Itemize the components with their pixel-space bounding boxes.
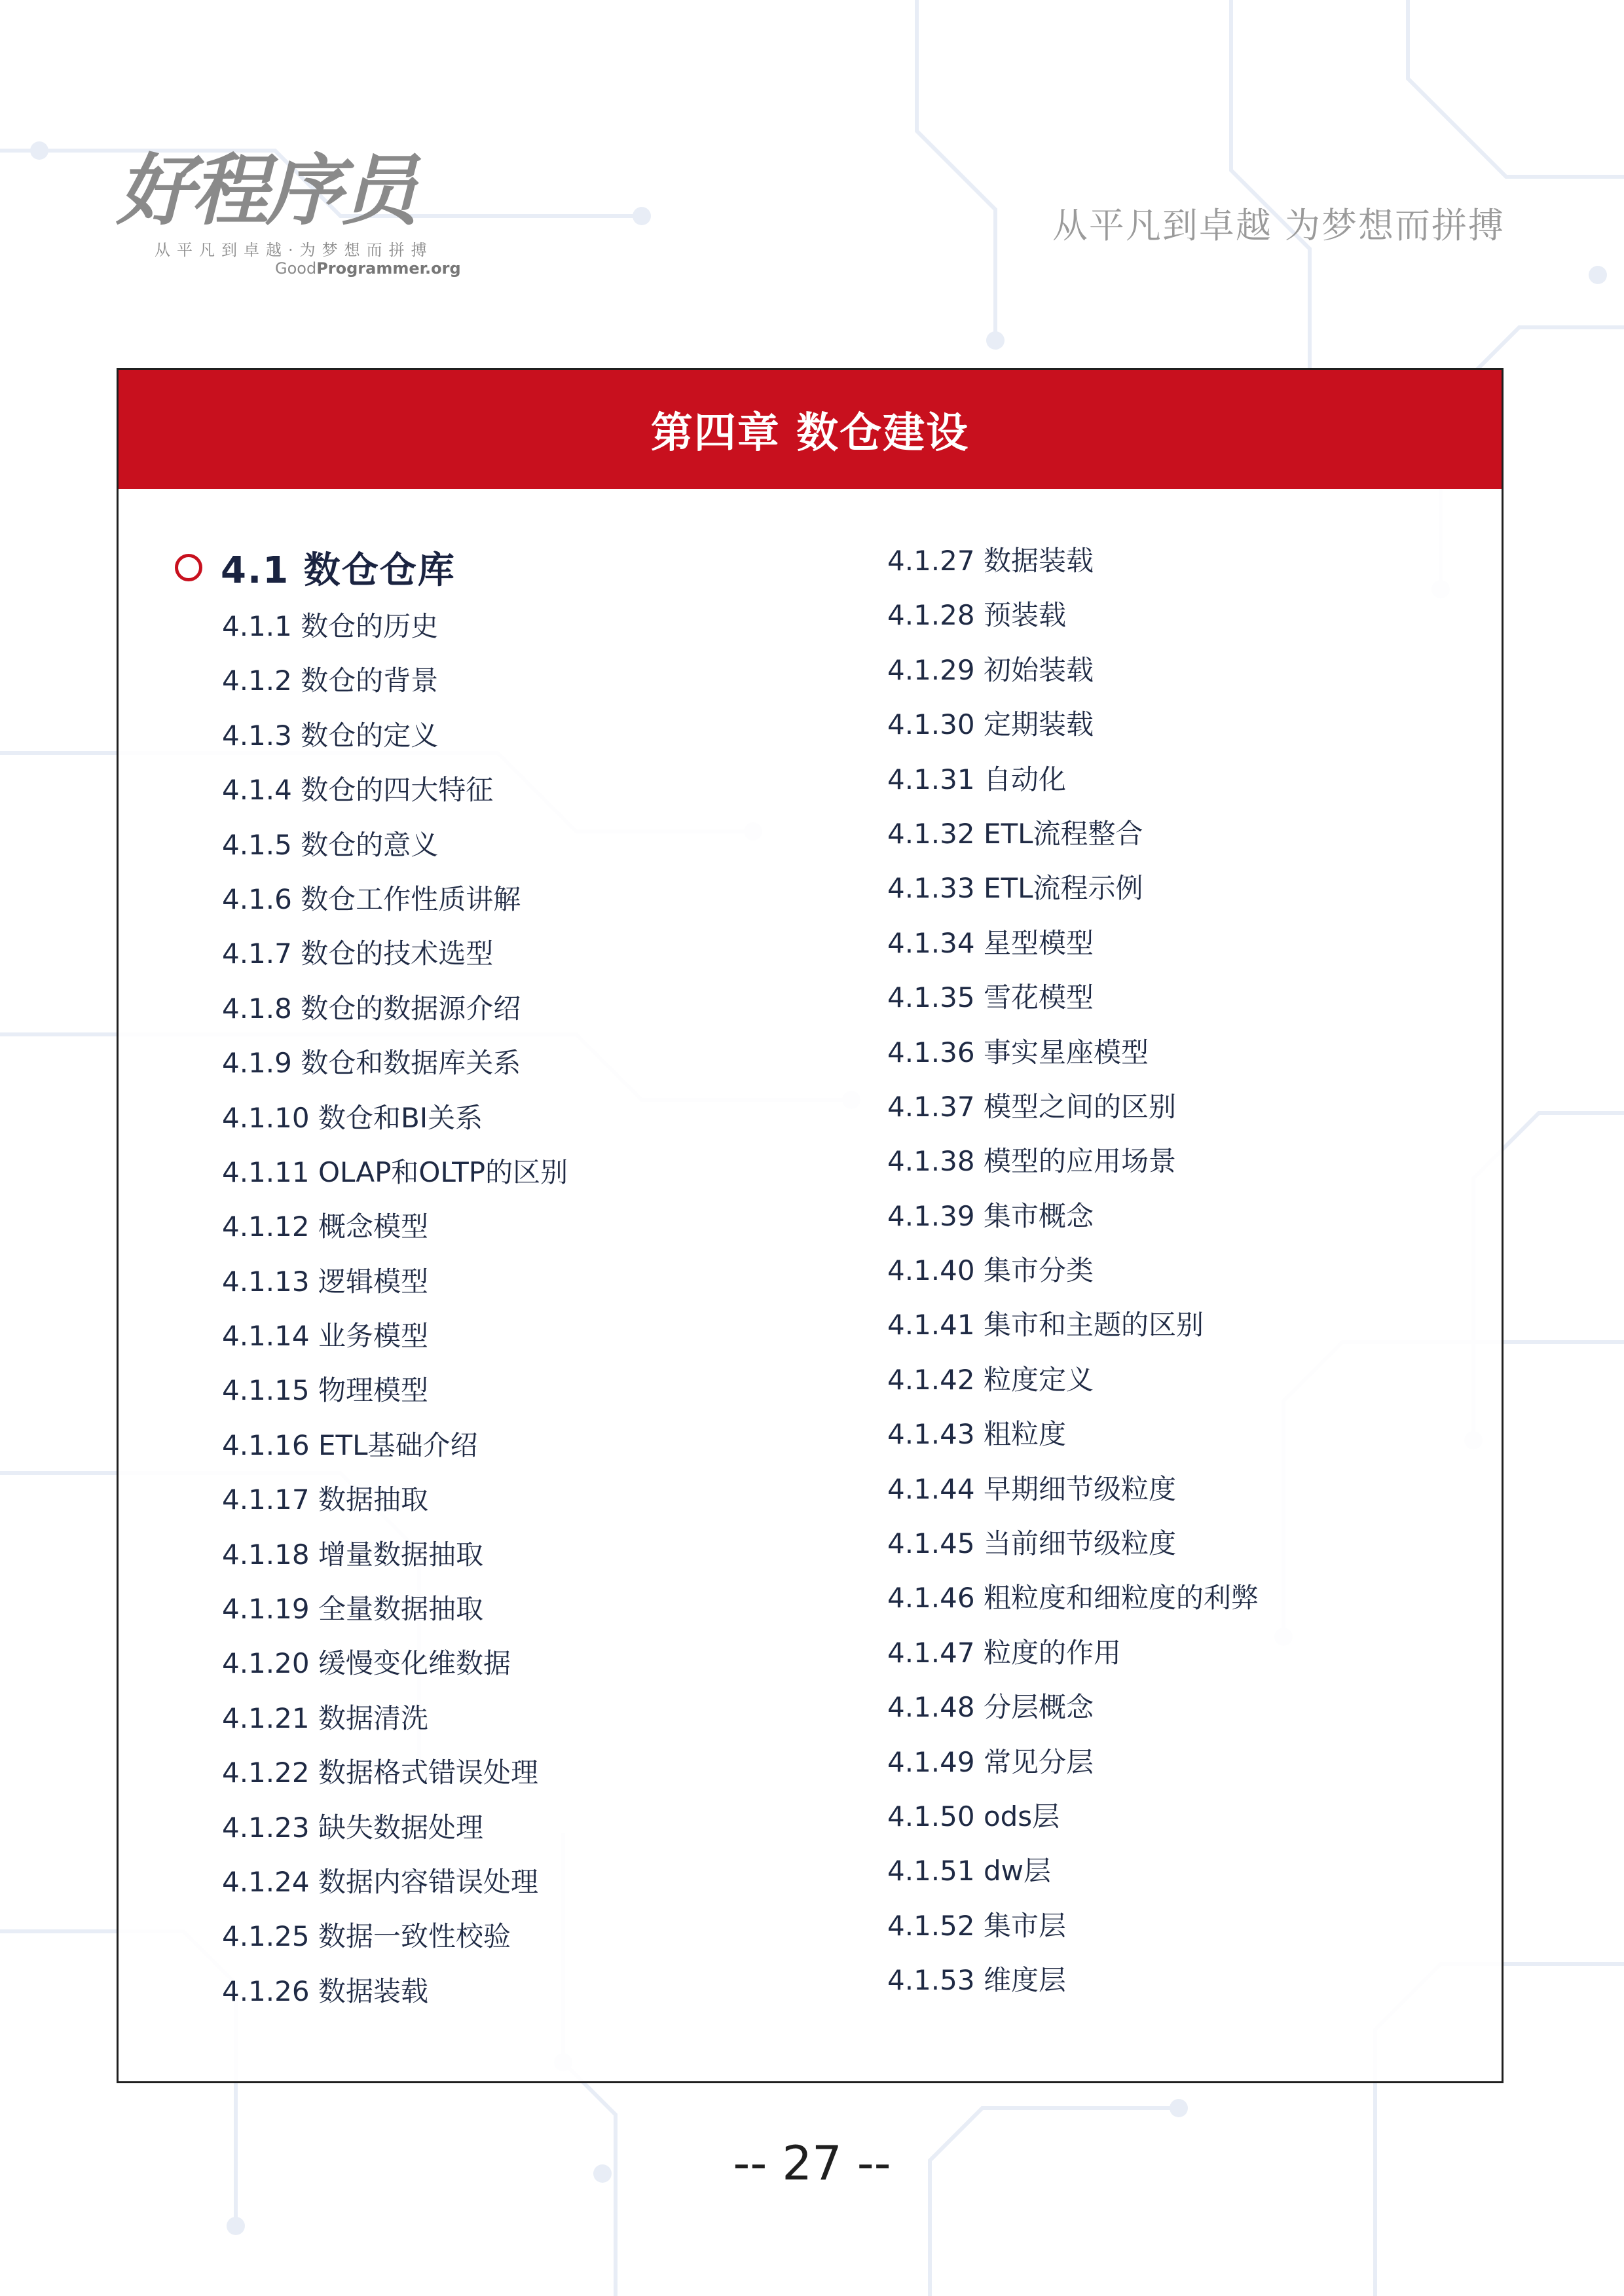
toc-item[interactable]: 4.1.13 逻辑模型 <box>222 1265 428 1298</box>
chapter-title-bar <box>119 370 1502 489</box>
toc-item[interactable]: 4.1.45 当前细节级粒度 <box>887 1527 1176 1560</box>
toc-item[interactable]: 4.1.8 数仓的数据源介绍 <box>222 992 521 1025</box>
toc-item[interactable]: 4.1.16 ETL基础介绍 <box>222 1429 478 1461</box>
toc-item[interactable]: 4.1.3 数仓的定义 <box>222 719 439 752</box>
toc-item[interactable]: 4.1.40 集市分类 <box>887 1254 1094 1287</box>
section-title: 4.1 数仓仓库 <box>221 549 456 592</box>
toc-item[interactable]: 4.1.36 事实星座模型 <box>887 1036 1149 1068</box>
toc-item[interactable]: 4.1.2 数仓的背景 <box>222 665 439 697</box>
logo-wordmark: 好程序员 <box>117 145 416 236</box>
toc-item[interactable]: 4.1.26 数据装载 <box>222 1975 428 2007</box>
logo-domain <box>275 259 461 278</box>
logo-slogan: 从平凡到卓越·为梦想而拼搏 <box>155 241 434 259</box>
toc-item[interactable]: 4.1.29 初始装载 <box>887 653 1094 686</box>
toc-item[interactable]: 4.1.41 集市和主题的区别 <box>887 1309 1204 1341</box>
toc-item[interactable]: 4.1.27 数据装载 <box>887 545 1094 577</box>
toc-item[interactable]: 4.1.39 集市概念 <box>887 1199 1094 1232</box>
toc-item[interactable]: 4.1.51 dw层 <box>887 1855 1051 1887</box>
toc-item[interactable]: 4.1.17 数据抽取 <box>222 1484 428 1516</box>
toc-item[interactable]: 4.1.18 增量数据抽取 <box>222 1538 483 1571</box>
toc-item[interactable]: 4.1.53 维度层 <box>887 1964 1066 1997</box>
toc-item[interactable]: 4.1.44 早期细节级粒度 <box>887 1472 1176 1505</box>
logo-domain-bold: Programmer <box>316 259 426 278</box>
toc-item[interactable]: 4.1.4 数仓的四大特征 <box>222 774 494 807</box>
toc-item[interactable]: 4.1.32 ETL流程整合 <box>887 817 1143 850</box>
toc-item[interactable]: 4.1.47 粒度的作用 <box>887 1636 1121 1669</box>
toc-item[interactable]: 4.1.5 数仓的意义 <box>222 828 439 861</box>
ring-icon <box>175 554 202 581</box>
toc-item[interactable]: 4.1.24 数据内容错误处理 <box>222 1865 538 1898</box>
toc-item[interactable]: 4.1.23 缺失数据处理 <box>222 1811 483 1844</box>
toc-item[interactable]: 4.1.12 概念模型 <box>222 1211 428 1243</box>
toc-item[interactable]: 4.1.38 模型的应用场景 <box>887 1145 1176 1178</box>
toc-item[interactable]: 4.1.1 数仓的历史 <box>222 610 439 642</box>
toc-list-left <box>222 599 568 2018</box>
toc-item[interactable]: 4.1.33 ETL流程示例 <box>887 872 1143 905</box>
toc-item[interactable]: 4.1.9 数仓和数据库关系 <box>222 1047 521 1080</box>
toc-item[interactable]: 4.1.30 定期装载 <box>887 708 1094 741</box>
toc-item[interactable]: 4.1.22 数据格式错误处理 <box>222 1757 538 1789</box>
toc-item[interactable]: 4.1.14 业务模型 <box>222 1320 428 1353</box>
toc-item[interactable]: 4.1.37 模型之间的区别 <box>887 1090 1176 1123</box>
toc-item[interactable]: 4.1.35 雪花模型 <box>887 981 1094 1014</box>
toc-item[interactable]: 4.1.10 数仓和BI关系 <box>222 1101 483 1134</box>
toc-item[interactable]: 4.1.11 OLAP和OLTP的区别 <box>222 1156 568 1188</box>
toc-item[interactable]: 4.1.31 自动化 <box>887 763 1066 795</box>
section-heading <box>175 541 456 594</box>
toc-box <box>117 368 1504 2083</box>
toc-item[interactable]: 4.1.46 粗粒度和细粒度的利弊 <box>887 1582 1259 1614</box>
header-tagline: 从平凡到卓越 为梦想而拼搏 <box>1052 205 1505 246</box>
logo-domain-suffix: .org <box>425 259 461 278</box>
toc-item[interactable]: 4.1.6 数仓工作性质讲解 <box>222 883 521 915</box>
toc-item[interactable]: 4.1.52 集市层 <box>887 1909 1066 1942</box>
brand-logo <box>117 145 461 283</box>
toc-item[interactable]: 4.1.19 全量数据抽取 <box>222 1593 483 1626</box>
toc-item[interactable]: 4.1.15 物理模型 <box>222 1374 428 1407</box>
chapter-title: 第四章 数仓建设 <box>650 409 970 458</box>
page-number: -- 27 -- <box>733 2136 891 2191</box>
toc-item[interactable]: 4.1.50 ods层 <box>887 1800 1060 1832</box>
toc-item[interactable]: 4.1.20 缓慢变化维数据 <box>222 1647 511 1680</box>
toc-item[interactable]: 4.1.7 数仓的技术选型 <box>222 938 494 970</box>
toc-item[interactable]: 4.1.21 数据清洗 <box>222 1702 428 1734</box>
logo-domain-light: Good <box>275 259 317 278</box>
toc-item[interactable]: 4.1.42 粒度定义 <box>887 1363 1094 1396</box>
toc-item[interactable]: 4.1.25 数据一致性校验 <box>222 1920 511 1953</box>
toc-list-right <box>887 534 1259 2008</box>
toc-item[interactable]: 4.1.28 预装载 <box>887 599 1066 632</box>
toc-item[interactable]: 4.1.34 星型模型 <box>887 926 1094 959</box>
toc-item[interactable]: 4.1.48 分层概念 <box>887 1691 1094 1724</box>
toc-item[interactable]: 4.1.43 粗粒度 <box>887 1418 1066 1451</box>
toc-item[interactable]: 4.1.49 常见分层 <box>887 1745 1094 1778</box>
